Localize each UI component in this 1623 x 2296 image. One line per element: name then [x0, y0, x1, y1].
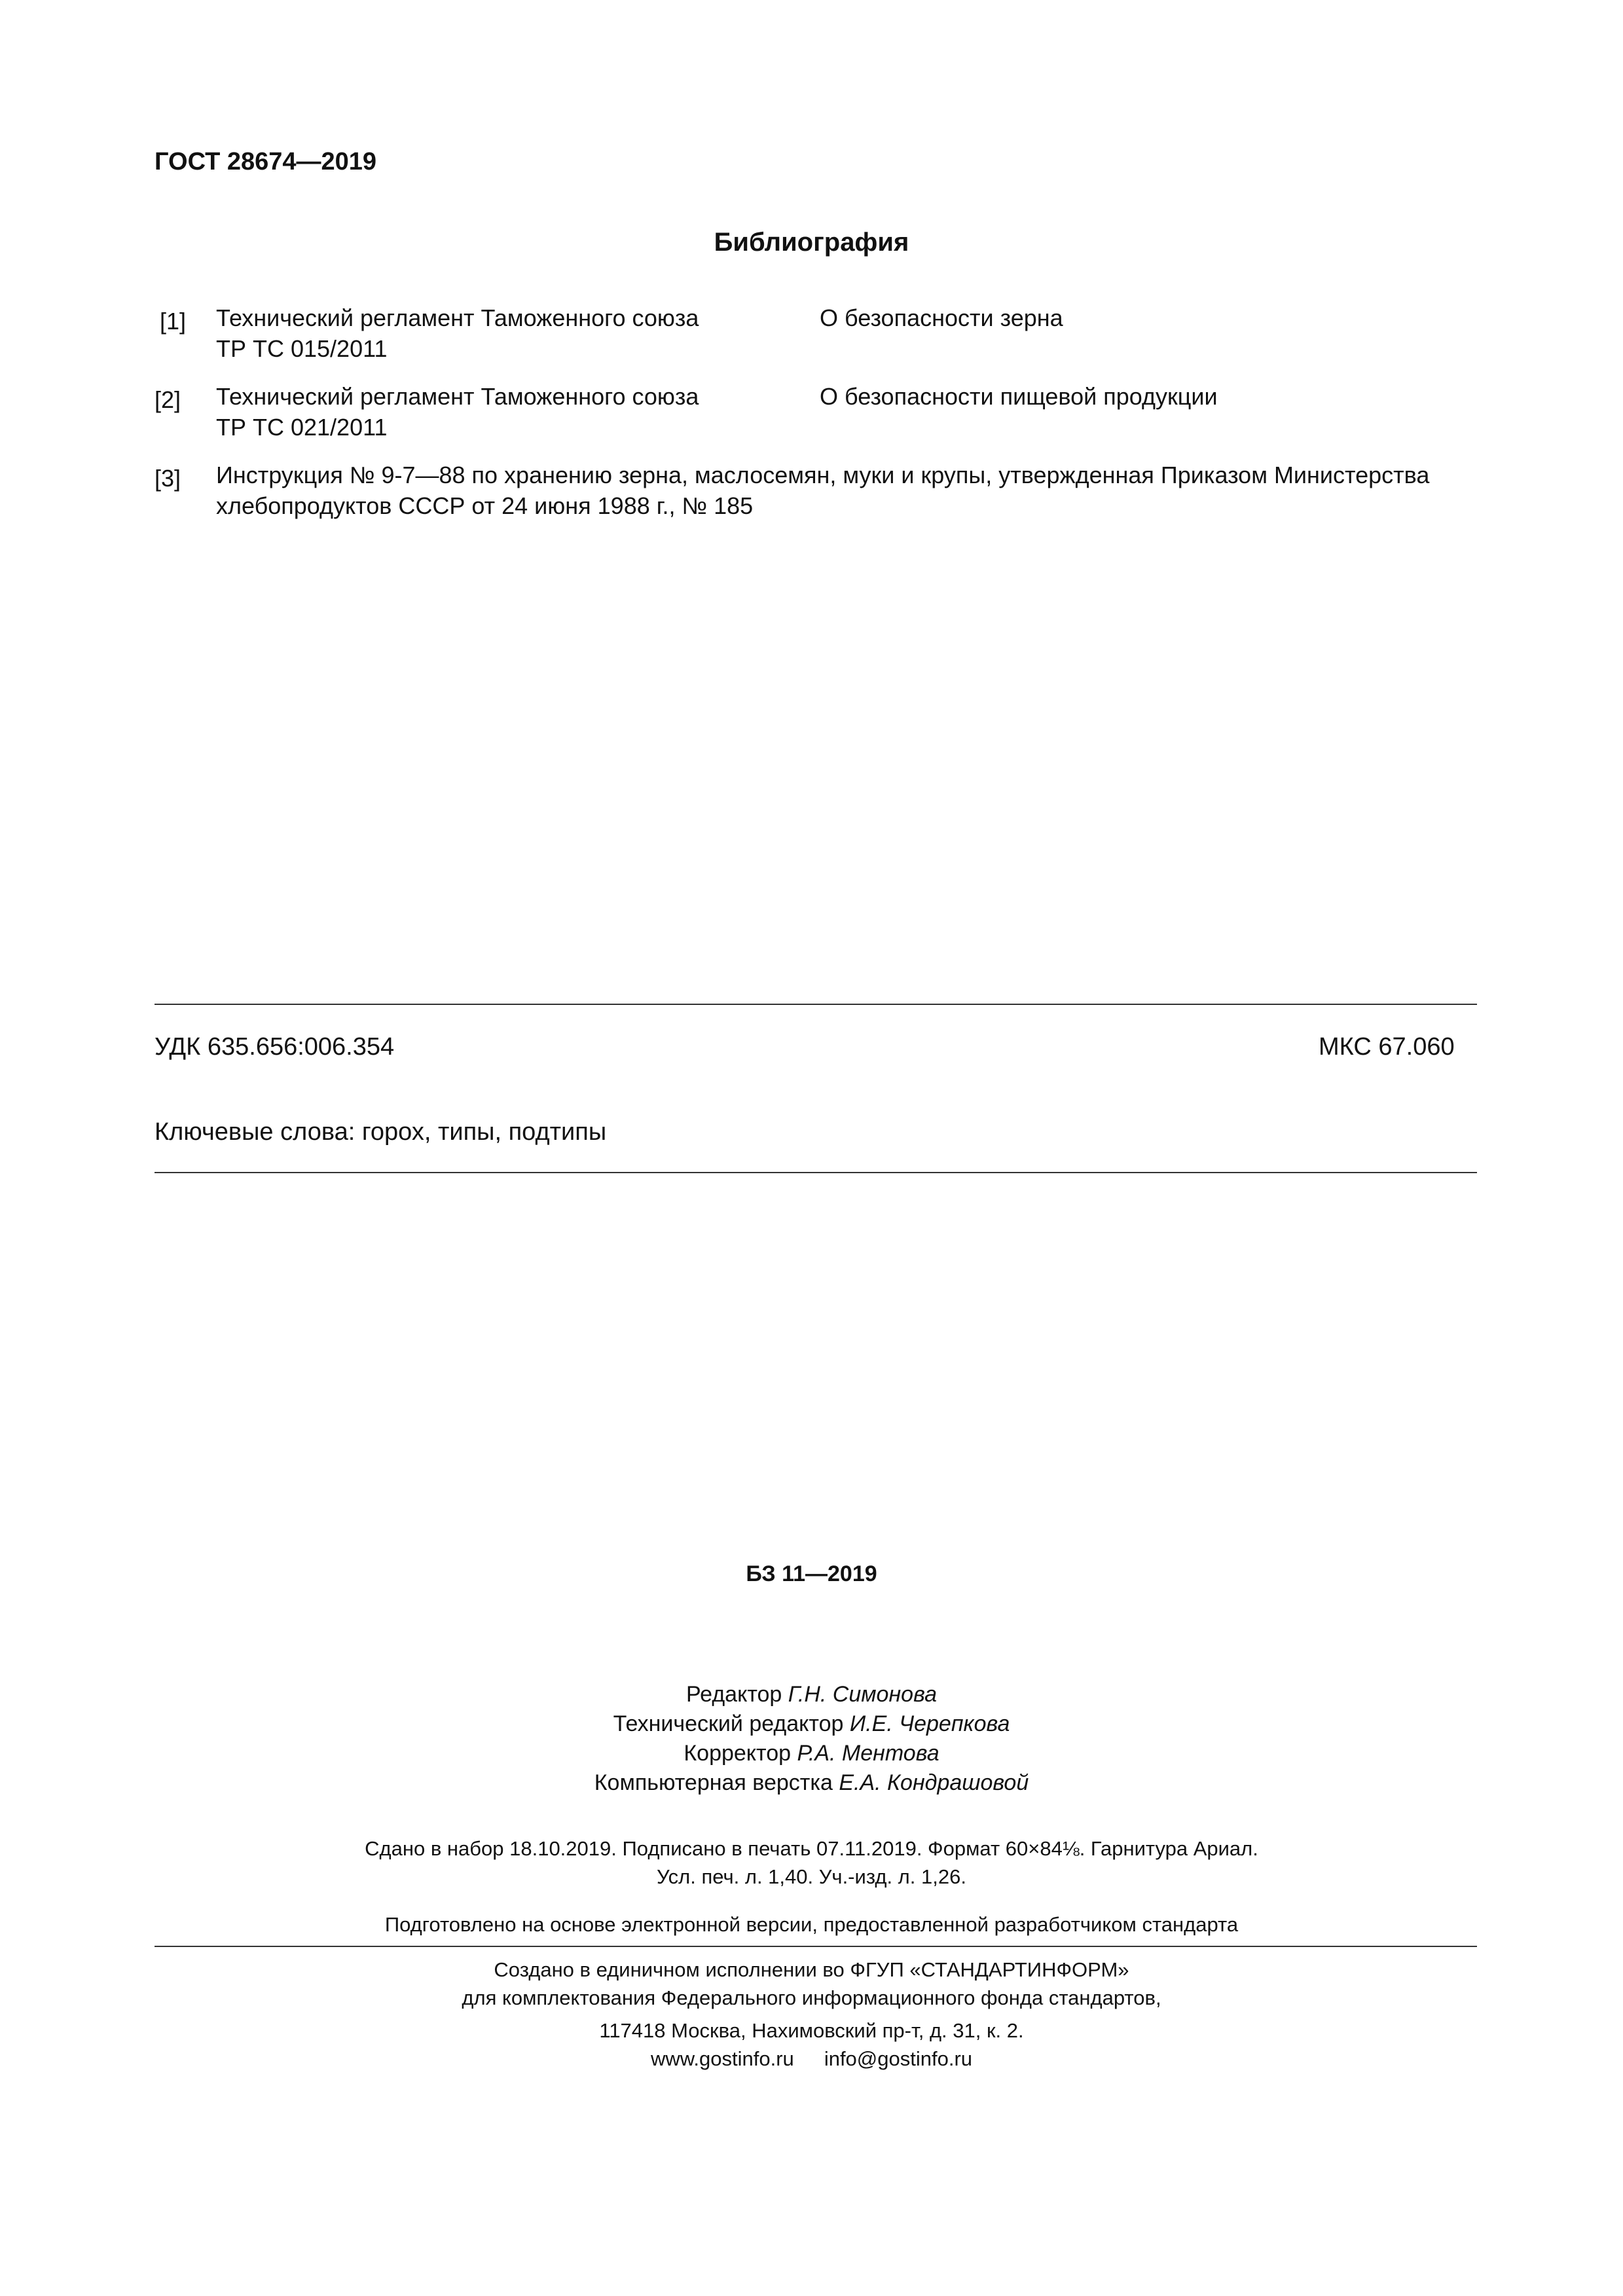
website-link[interactable]: www.gostinfo.ru — [650, 2047, 794, 2070]
ref-document-line: ТР ТС 021/2011 — [216, 414, 388, 441]
page-title: Библиография — [714, 228, 909, 257]
print-info-line: Усл. печ. л. 1,40. Уч.-изд. л. 1,26. — [657, 1865, 966, 1888]
ref-document-line: Инструкция № 9-7—88 по хранению зерна, маслосемян, муки и крупы, утвержденная Приказом Министерства — [216, 462, 1430, 488]
staff-line — [0, 1680, 1623, 1709]
ref-subject: О безопасности пищевой продукции — [820, 383, 1218, 410]
ref-number: [3] — [155, 465, 181, 492]
bz-number: БЗ 11—2019 — [746, 1561, 877, 1586]
staff-name: Г.Н. Симонова — [788, 1682, 937, 1707]
ref-number: [1] — [160, 308, 187, 335]
address-line: 117418 Москва, Нахимовский пр-т, д. 31, к. 2. — [599, 2019, 1024, 2042]
ref-document — [216, 381, 699, 443]
staff-name: Е.А. Кондрашовой — [839, 1770, 1029, 1795]
publisher-address — [0, 2016, 1623, 2073]
staff-role: Технический редактор — [613, 1711, 844, 1736]
ref-document-line: хлебопродуктов СССР от 24 июня 1988 г., № 185 — [216, 492, 754, 519]
ref-document — [216, 302, 699, 364]
staff-line — [0, 1739, 1623, 1768]
document-code: ГОСТ 28674—2019 — [155, 148, 377, 175]
ref-document-line: ТР ТС 015/2011 — [216, 335, 388, 362]
staff-line — [0, 1768, 1623, 1798]
staff-role: Корректор — [684, 1741, 792, 1766]
ref-number: [2] — [155, 386, 181, 413]
udk-code: УДК 635.656:006.354 — [155, 1033, 395, 1061]
staff-name: И.Е. Черепкова — [849, 1711, 1010, 1736]
publisher-info — [0, 1956, 1623, 2012]
staff-line — [0, 1709, 1623, 1739]
divider — [155, 1004, 1477, 1005]
print-info — [0, 1834, 1623, 1891]
email-link[interactable]: info@gostinfo.ru — [824, 2047, 973, 2070]
contact-line — [0, 2045, 1623, 2073]
print-info-line: Сдано в набор 18.10.2019. Подписано в печать 07.11.2019. Формат 60×84⅛. Гарнитура Ариал. — [365, 1837, 1258, 1860]
ref-document-line: Технический регламент Таможенного союза — [216, 304, 699, 331]
staff-name: Р.А. Ментова — [797, 1741, 939, 1766]
staff-role: Компьютерная верстка — [594, 1770, 833, 1795]
divider — [155, 1172, 1477, 1173]
ref-subject: О безопасности зерна — [820, 304, 1063, 331]
publisher-line: Создано в единичном исполнении во ФГУП «СТАНДАРТИНФОРМ» — [494, 1958, 1129, 1981]
publisher-line: для комплектования Федерального информационного фонда стандартов, — [462, 1986, 1161, 2009]
divider — [155, 1946, 1477, 1947]
keywords: Ключевые слова: горох, типы, подтипы — [155, 1118, 607, 1146]
ref-document-line: Технический регламент Таможенного союза — [216, 383, 699, 410]
ref-document — [216, 460, 1429, 521]
staff-list — [0, 1680, 1623, 1798]
prepared-note: Подготовлено на основе электронной версии, предоставленной разработчиком стандарта — [384, 1913, 1239, 1936]
mks-code: МКС 67.060 — [1319, 1033, 1455, 1061]
staff-role: Редактор — [685, 1682, 782, 1707]
